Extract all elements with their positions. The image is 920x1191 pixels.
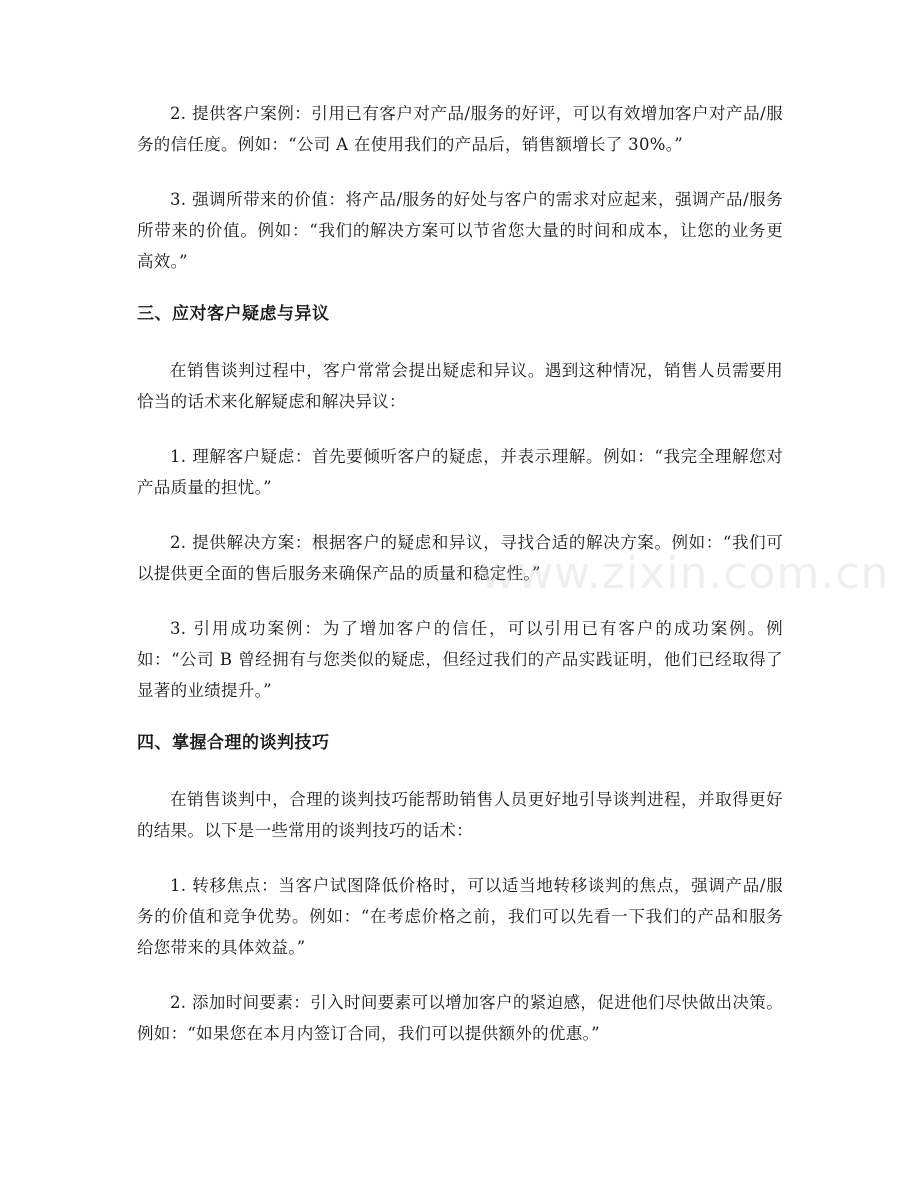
section-intro-negotiation-skills: 在销售谈判中，合理的谈判技巧能帮助销售人员更好地引导谈判进程，并取得更好的结果。以下是一些常用的谈判技巧的话术： <box>137 790 783 840</box>
paragraph-emphasize-value: 3. 强调所带来的价值：将产品/服务的好处与客户的需求对应起来，强调产品/服务所带来的价值。例如：“我们的解决方案可以节省您大量的时间和成本，让您的业务更高效。” <box>137 190 783 271</box>
paragraph-provide-case: 2. 提供客户案例：引用已有客户对产品/服务的好评，可以有效增加客户对产品/服务的信任度。例如：“公司 A 在使用我们的产品后，销售额增长了 30%。” <box>137 104 783 154</box>
section-heading-objections: 三、应对客户疑虑与异议 <box>137 304 330 324</box>
list-item-provide-solution: 2. 提供解决方案：根据客户的疑虑和异议，寻找合适的解决方案。例如：“我们可以提供更全面的售后服务来确保产品的质量和稳定性。” <box>137 533 783 583</box>
list-item-understand-concerns: 1. 理解客户疑虑：首先要倾听客户的疑虑，并表示理解。例如：“我完全理解您对产品质量的担忧。” <box>137 447 783 497</box>
section-intro-objections: 在销售谈判过程中，客户常常会提出疑虑和异议。遇到这种情况，销售人员需要用恰当的话术来化解疑虑和解决异议： <box>137 361 783 411</box>
section-heading-negotiation-skills: 四、掌握合理的谈判技巧 <box>137 733 330 753</box>
list-item-add-time-element: 2. 添加时间要素：引入时间要素可以增加客户的紧迫感，促进他们尽快做出决策。例如：“如果您在本月内签订合同，我们可以提供额外的优惠。” <box>137 993 783 1043</box>
list-item-cite-success-case: 3. 引用成功案例：为了增加客户的信任，可以引用已有客户的成功案例。例如：“公司 B 曾经拥有与您类似的疑虑，但经过我们的产品实践证明，他们已经取得了显著的业绩提升。” <box>137 619 783 700</box>
watermark-text: www.zixin.com.cn <box>480 548 890 599</box>
list-item-shift-focus: 1. 转移焦点：当客户试图降低价格时，可以适当地转移谈判的焦点，强调产品/服务的价值和竞争优势。例如：“在考虑价格之前，我们可以先看一下我们的产品和服务给您带来的具体效益。” <box>137 876 783 957</box>
document-page <box>137 98 783 1073</box>
